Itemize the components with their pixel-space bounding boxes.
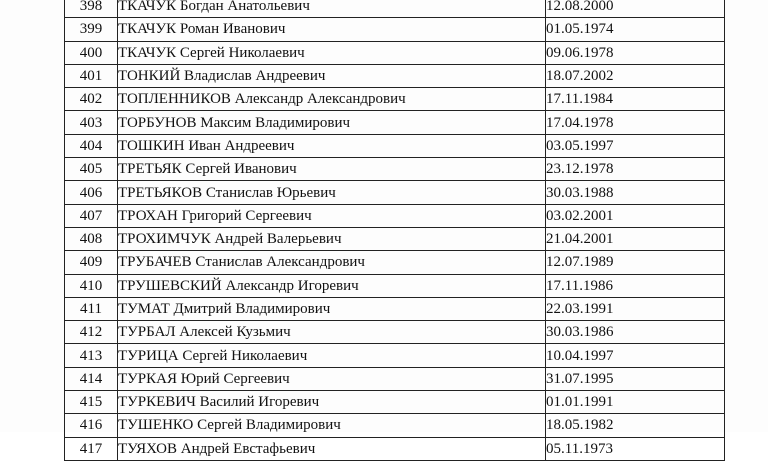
person-name: ТРУШЕВСКИЙ Александр Игоревич (118, 274, 546, 297)
person-name: ТУРБАЛ Алексей Кузьмич (118, 321, 546, 344)
person-name: ТРОХИМЧУК Андрей Валерьевич (118, 227, 546, 250)
row-number: 408 (65, 227, 118, 250)
row-number: 399 (65, 18, 118, 41)
person-name: ТУШЕНКО Сергей Владимирович (118, 414, 546, 437)
table-row (65, 344, 725, 367)
person-name: ТРЕТЬЯК Сергей Иванович (118, 158, 546, 181)
table-row (65, 134, 725, 157)
birth-date: 12.07.1989 (546, 251, 725, 274)
birth-date: 17.11.1986 (546, 274, 725, 297)
person-name: ТРУБАЧЕВ Станислав Александрович (118, 251, 546, 274)
person-name: ТОРБУНОВ Максим Владимирович (118, 111, 546, 134)
person-name: ТРЕТЬЯКОВ Станислав Юрьевич (118, 181, 546, 204)
row-number: 405 (65, 158, 118, 181)
row-number: 410 (65, 274, 118, 297)
table-row (65, 18, 725, 41)
birth-date: 23.12.1978 (546, 158, 725, 181)
table-row (65, 414, 725, 437)
row-number: 401 (65, 64, 118, 87)
person-name: ТКАЧУК Богдан Анатольевич (118, 0, 546, 18)
roster-table (64, 0, 725, 461)
row-number: 411 (65, 297, 118, 320)
birth-date: 21.04.2001 (546, 227, 725, 250)
table-row (65, 274, 725, 297)
row-number: 412 (65, 321, 118, 344)
table-row (65, 391, 725, 414)
table-row (65, 64, 725, 87)
birth-date: 22.03.1991 (546, 297, 725, 320)
birth-date: 05.11.1973 (546, 437, 725, 460)
table-row (65, 297, 725, 320)
birth-date: 30.03.1986 (546, 321, 725, 344)
row-number: 402 (65, 88, 118, 111)
person-name: ТОПЛЕННИКОВ Александр Александрович (118, 88, 546, 111)
roster-body (65, 0, 725, 460)
birth-date: 12.08.2000 (546, 0, 725, 18)
table-row (65, 158, 725, 181)
table-row (65, 227, 725, 250)
table-row (65, 204, 725, 227)
row-number: 413 (65, 344, 118, 367)
birth-date: 17.04.1978 (546, 111, 725, 134)
row-number: 403 (65, 111, 118, 134)
person-name: ТУРКЕВИЧ Василий Игоревич (118, 391, 546, 414)
row-number: 409 (65, 251, 118, 274)
birth-date: 09.06.1978 (546, 41, 725, 64)
person-name: ТУЯХОВ Андрей Евстафьевич (118, 437, 546, 460)
table-row (65, 251, 725, 274)
row-number: 417 (65, 437, 118, 460)
person-name: ТУРИЦА Сергей Николаевич (118, 344, 546, 367)
table-row (65, 437, 725, 460)
row-number: 415 (65, 391, 118, 414)
birth-date: 01.05.1974 (546, 18, 725, 41)
person-name: ТРОХАН Григорий Сергеевич (118, 204, 546, 227)
person-name: ТУМАТ Дмитрий Владимирович (118, 297, 546, 320)
person-name: ТОНКИЙ Владислав Андреевич (118, 64, 546, 87)
table-row (65, 111, 725, 134)
row-number: 416 (65, 414, 118, 437)
table-row (65, 88, 725, 111)
row-number: 406 (65, 181, 118, 204)
birth-date: 03.05.1997 (546, 134, 725, 157)
birth-date: 10.04.1997 (546, 344, 725, 367)
person-name: ТОШКИН Иван Андреевич (118, 134, 546, 157)
birth-date: 18.07.2002 (546, 64, 725, 87)
table-row (65, 321, 725, 344)
row-number: 407 (65, 204, 118, 227)
row-number: 404 (65, 134, 118, 157)
person-name: ТКАЧУК Роман Иванович (118, 18, 546, 41)
birth-date: 03.02.2001 (546, 204, 725, 227)
birth-date: 31.07.1995 (546, 367, 725, 390)
table-row (65, 181, 725, 204)
birth-date: 01.01.1991 (546, 391, 725, 414)
row-number: 400 (65, 41, 118, 64)
table-row (65, 367, 725, 390)
table-row (65, 0, 725, 18)
row-number: 414 (65, 367, 118, 390)
person-name: ТУРКАЯ Юрий Сергеевич (118, 367, 546, 390)
birth-date: 18.05.1982 (546, 414, 725, 437)
birth-date: 30.03.1988 (546, 181, 725, 204)
table-row (65, 41, 725, 64)
birth-date: 17.11.1984 (546, 88, 725, 111)
person-name: ТКАЧУК Сергей Николаевич (118, 41, 546, 64)
row-number: 398 (65, 0, 118, 18)
